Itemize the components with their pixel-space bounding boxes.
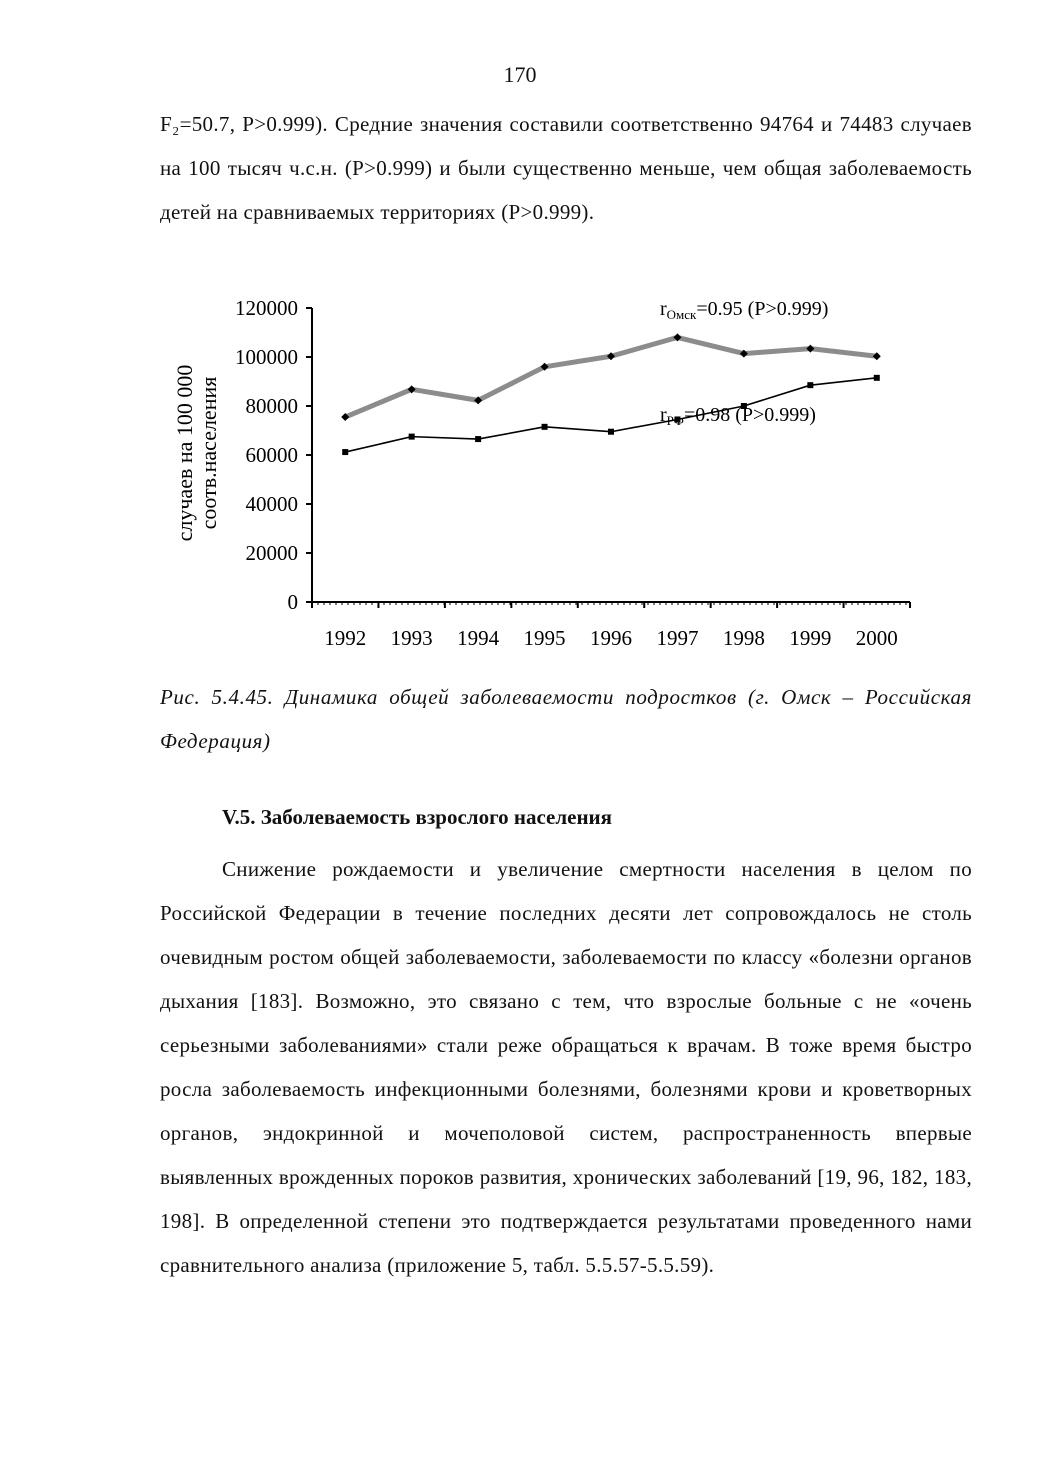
x-tick-label: 1993 [390,626,433,650]
x-tick-label: 1995 [523,626,566,650]
y-tick-label: 80000 [245,394,298,418]
y-tick-label: 100000 [235,345,298,369]
data-point-rf [542,424,548,430]
x-tick-label: 2000 [855,626,898,650]
intro-paragraph: F₂=50.7, P>0.999). Средние значения составили соответственно 94764 и 74483 случаев на 100 тысяч ч.с.н. (P>0.999) и были существенно меньше, чем общая заболеваемость детей на сравниваемых территориях (P>0.999). [160,112,972,224]
y-tick-label: 0 [287,590,298,614]
data-point-rf [874,375,880,381]
annotation-omsk [660,298,828,322]
y-axis-label-line-2: соотв.населения [196,376,221,530]
y-tick-label: 40000 [245,492,298,516]
x-tick-label: 1996 [590,626,632,650]
data-point-rf [608,429,614,435]
data-point-rf [342,449,348,455]
body-paragraph: Снижение рождаемости и увеличение смертности населения в целом по Российской Федерации в течение последних десяти лет сопровождалось не столь очевидным ростом общей заболеваемости, заболеваемости по классу «болезни органов дыхания [183]. Возможно, это связано с тем, что взрослые больные с не «очень серьезными заболеваниями» стали реже обращаться к врачам. В тоже время быстро росла заболеваемость инфекционными болезнями, болезнями крови и кроветворных органов, эндокринной и мочеполовой систем, распространенность впервые выявленных врожденных пороков развития, хронических заболеваний [19, 96, 182, 183, 198]. В определенной степени это подтверждается результатами проведенного нами сравнительного анализа (приложение 5, табл. 5.5.57-5.5.59). [160,857,972,1277]
y-tick-label: 120000 [235,296,298,320]
data-point-rf [409,434,415,440]
annotation-omsk-rest: =0.95 (P>0.999) [696,298,829,320]
annotation-omsk-r: r [660,298,667,320]
x-tick-label: 1998 [722,626,765,650]
annotation-rf [660,404,816,428]
x-tick-label: 1994 [457,626,500,650]
y-tick-label: 60000 [245,443,298,467]
x-tick-label: 1997 [656,626,699,650]
section-title: V.5. Заболеваемость взрослого населения [222,805,613,829]
data-point-rf [475,436,481,442]
y-tick-label: 20000 [245,541,298,565]
annotation-omsk-sub: Омск [666,307,697,322]
data-point-rf [807,382,813,388]
figure-caption: Рис. 5.4.45. Динамика общей заболеваемости подростков (г. Омск – Российская Федерация) [160,685,972,753]
annotation-rf-r: r [660,404,667,426]
series-layer [341,333,881,455]
annotation-rf-sub: РФ [666,413,684,428]
y-axis-label-line-1: случаев на 100 000 [172,364,197,542]
y-axis-label [172,365,221,542]
annotation-rf-rest: =0.98 (P>0.999) [683,404,816,426]
line-chart [150,285,930,665]
page-number: 170 [503,62,537,87]
x-tick-label: 1992 [324,626,367,650]
x-tick-label: 1999 [789,626,832,650]
